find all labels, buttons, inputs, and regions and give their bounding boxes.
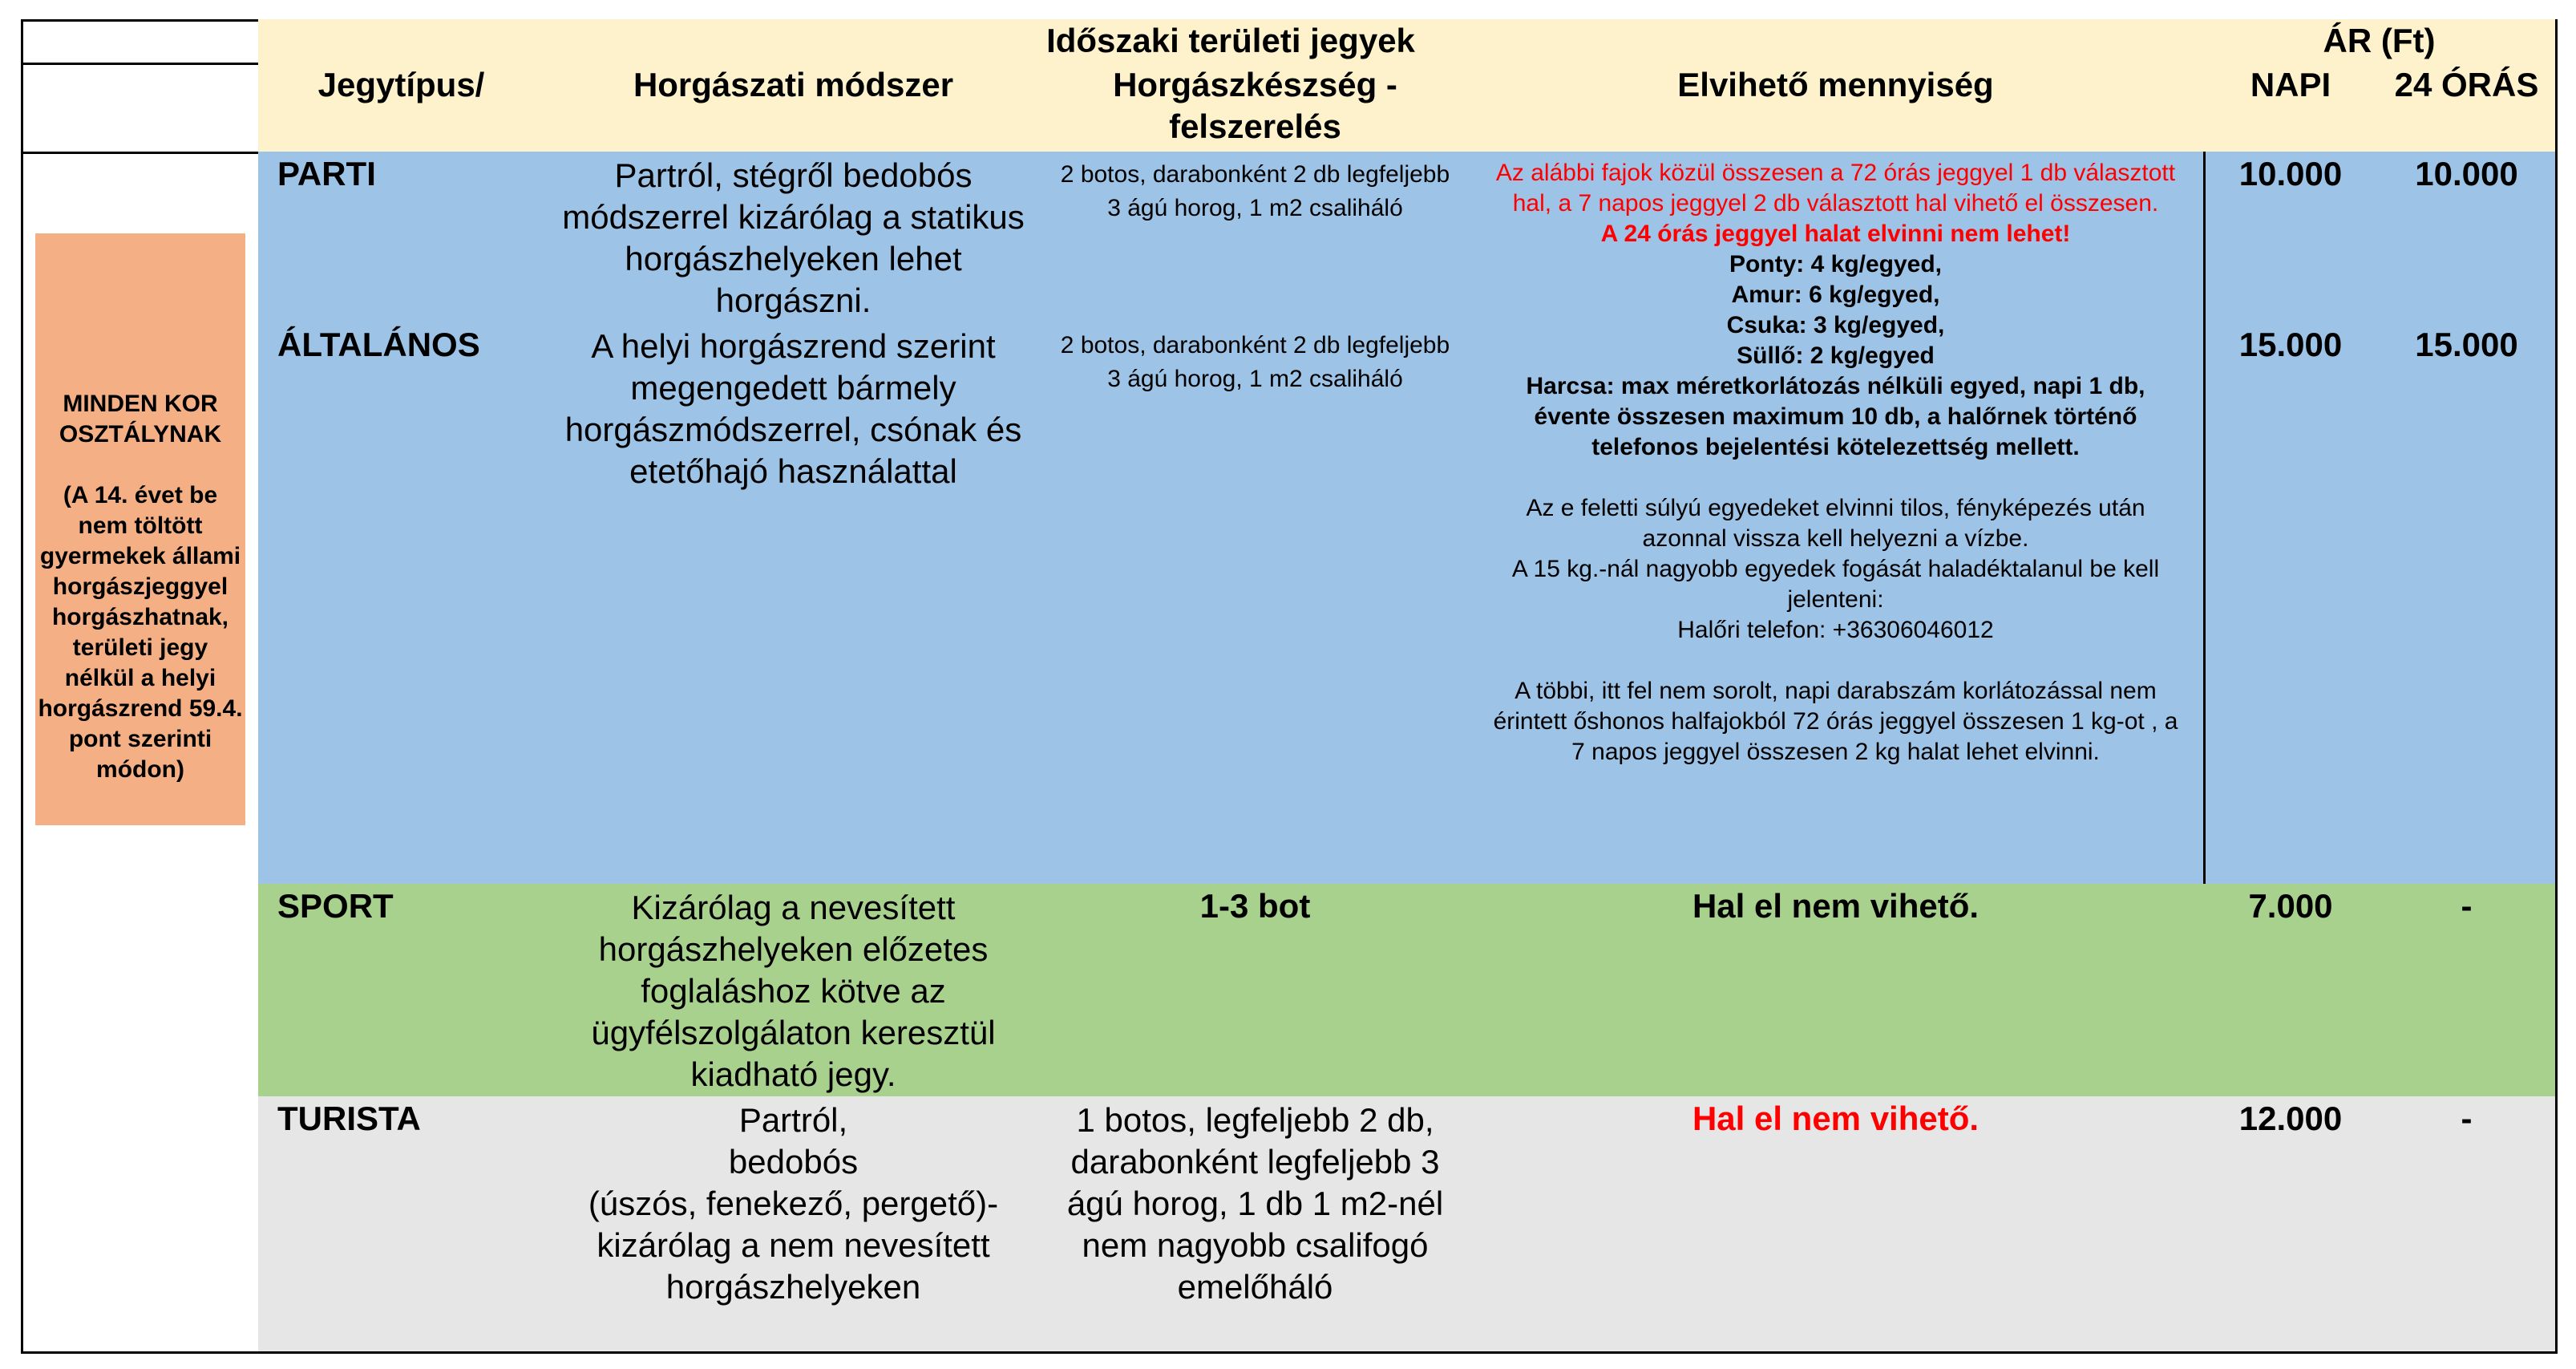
- amount-note-release: Az e feletti súlyú egyedeket elvinni tilos, fényképezés után azonnal vissza kell helyezni a vízbe.: [1526, 495, 2145, 552]
- row-parti-daily-price: 10.000: [2203, 152, 2380, 325]
- turista-method-line: Partról,: [738, 1101, 848, 1139]
- row-turista-amount: Hal el nem vihető.: [1468, 1096, 2206, 1354]
- row-turista-daily-price: 12.000: [2203, 1096, 2380, 1354]
- side-note: [35, 363, 245, 825]
- row-sport-method: Kizárólag a nevesített horgászhelyeken előzetes foglaláshoz kötve az ügyfélszolgálaton keresztül kiadható jegy.: [544, 884, 1045, 1099]
- row-turista-method: [544, 1096, 1045, 1354]
- row-parti-gear: 2 botos, darabonként 2 db legfeljebb 3 ágú horog, 1 m2 csaliháló: [1042, 152, 1470, 325]
- row-altalanos-type: ÁLTALÁNOS: [258, 322, 547, 886]
- col-header-method: Horgászati módszer: [544, 63, 1045, 154]
- amount-red-intro: Az alábbi fajok közül összesen a 72 órás jeggyel 1 db választott hal, a 7 napos jeggyel 2 db választott hal vihető el összesen.: [1495, 160, 2176, 217]
- row-turista-24h-price: -: [2378, 1096, 2558, 1354]
- row-altalanos-24h-price: 15.000: [2378, 322, 2558, 886]
- row-sport-24h-price: -: [2378, 884, 2558, 1099]
- col-header-daily: NAPI: [2203, 63, 2380, 154]
- amount-24h-warning: A 24 órás jeggyel halat elvinni nem lehet!: [1600, 221, 2071, 247]
- row-turista-type: TURISTA: [258, 1096, 547, 1354]
- limit-harcsa: Harcsa: max méretkorlátozás nélküli egyed, napi 1 db, évente összesen maximum 10 db, a halőrnek történő telefonos bejelentési kötelezettség mellett.: [1526, 373, 2145, 460]
- limit-sullo: Süllő: 2 kg/egyed: [1737, 342, 1935, 369]
- col-header-amount: Elvihető mennyiség: [1468, 63, 2206, 154]
- row-parti-type: PARTI: [258, 152, 547, 325]
- row-altalanos-gear: 2 botos, darabonként 2 db legfeljebb 3 ágú horog, 1 m2 csaliháló: [1042, 322, 1470, 886]
- turista-method-line: (úszós, fenekező, pergető)-: [588, 1185, 999, 1222]
- col-header-type: Jegytípus/: [258, 63, 547, 154]
- limit-ponty: Ponty: 4 kg/egyed,: [1729, 251, 1943, 277]
- price-title: ÁR (Ft): [2203, 19, 2558, 65]
- row-sport-type: SPORT: [258, 884, 547, 1099]
- row-turista-gear: 1 botos, legfeljebb 2 db, darabonként legfeljebb 3 ágú horog, 1 db 1 m2-nél nem nagyobb csalifogó emelőháló: [1042, 1096, 1470, 1354]
- side-note-swatch: [35, 233, 245, 365]
- row-altalanos-method: A helyi horgászrend szerint megengedett bármely horgászmódszerrel, csónak és etetőhajó használattal: [544, 322, 1045, 886]
- col-header-gear: Horgászkészség - felszerelés: [1042, 63, 1470, 154]
- side-header-blank: [21, 63, 261, 154]
- amount-note-other-species: A többi, itt fel nem sorolt, napi darabszám korlátozással nem érintett őshonos halfajokból 72 órás jeggyel összesen 1 kg-ot , a 7 napos jeggyel összesen 2 kg halat lehet elvinni.: [1493, 678, 2178, 765]
- side-note-body: (A 14. évet be nem töltött gyermekek állami horgászjeggyel horgászhatnak, területi jegy nélkül a helyi horgászrend 59.4. pont szerinti módon): [38, 482, 243, 783]
- turista-method-line: kizárólag a nem nevesített: [596, 1226, 990, 1264]
- row-sport-gear: 1-3 bot: [1042, 884, 1470, 1099]
- turista-method-line: horgászhelyeken: [665, 1268, 921, 1306]
- limit-amur: Amur: 6 kg/egyed,: [1731, 281, 1940, 308]
- row-parti-24h-price: 10.000: [2378, 152, 2558, 325]
- amount-rules: [1468, 152, 2206, 886]
- limit-csuka: Csuka: 3 kg/egyed,: [1726, 312, 1945, 338]
- row-parti-method: Partról, stégről bedobós módszerrel kizárólag a statikus horgászhelyeken lehet horgászni.: [544, 152, 1045, 325]
- corner-cell: [21, 19, 261, 65]
- side-note-title: MINDEN KOR OSZTÁLYNAK: [59, 391, 222, 448]
- row-sport-amount: Hal el nem vihető.: [1468, 884, 2206, 1099]
- turista-method-line: bedobós: [728, 1143, 859, 1181]
- table-title: Időszaki területi jegyek: [258, 19, 2206, 65]
- amount-note-report: A 15 kg.-nál nagyobb egyedek fogását haladéktalanul be kell jelenteni:: [1511, 556, 2160, 613]
- side-note-cell: [21, 152, 261, 1354]
- row-sport-daily-price: 7.000: [2203, 884, 2380, 1099]
- row-altalanos-daily-price: 15.000: [2203, 322, 2380, 886]
- col-header-24h: 24 ÓRÁS: [2378, 63, 2558, 154]
- warden-phone: Halőri telefon: +36306046012: [1677, 617, 1994, 643]
